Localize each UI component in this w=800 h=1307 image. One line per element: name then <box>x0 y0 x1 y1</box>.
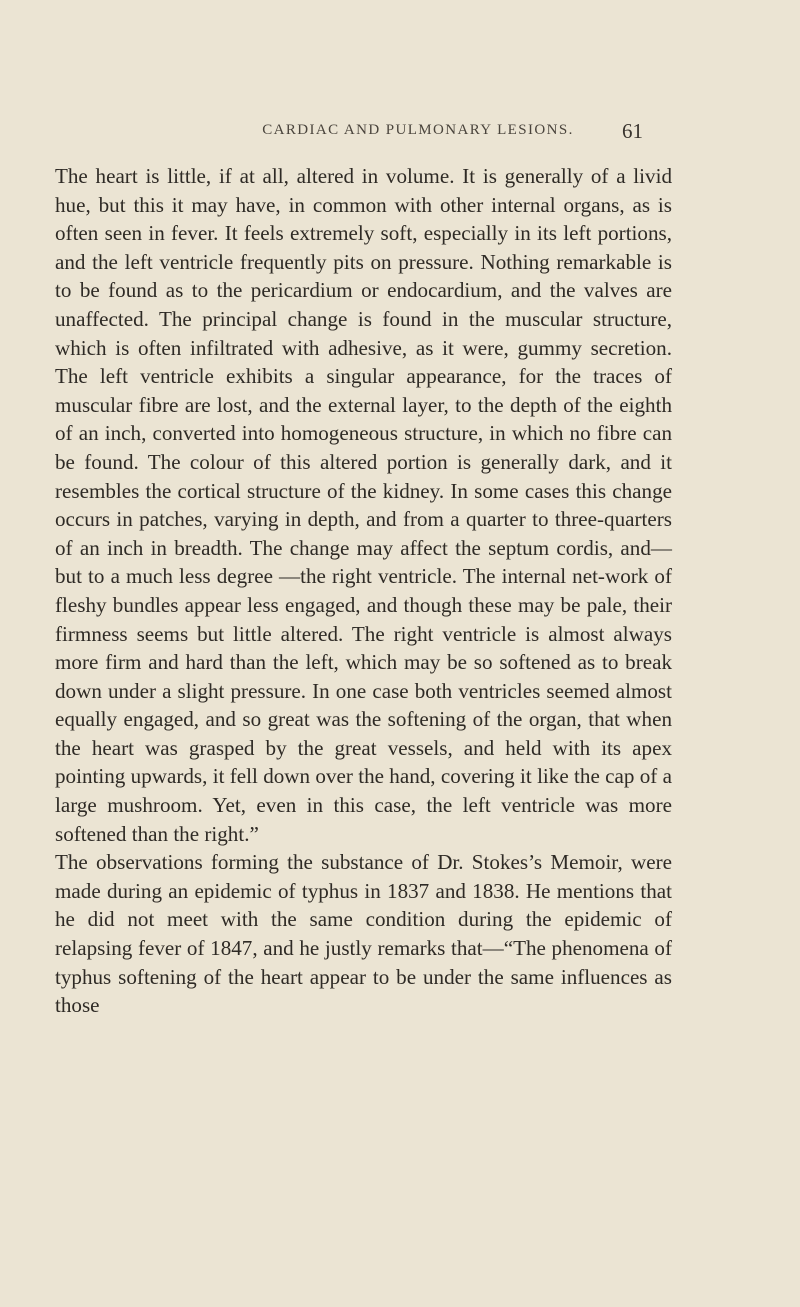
paragraph: The heart is little, if at all, altered in volume. It is generally of a livid hue, but this it may have, in common with other internal organs, as is often seen in fever. It feels extremely soft, especially in its left portions, and the left ventricle frequently pits on pressure. Nothing remarkable is to be found as to the pericardium or endocardium, and the valves are unaffected. The principal change is found in the muscular structure, which is often infiltrated with adhesive, as it were, gummy secretion. The left ventricle exhibits a singular appearance, for the traces of muscular fibre are lost, and the external layer, to the depth of the eighth of an inch, converted into homogeneous structure, in which no fibre can be found. The colour of this altered portion is generally dark, and it resembles the cortical structure of the kidney. In some cases this change occurs in patches, varying in depth, and from a quarter to three-quarters of an inch in breadth. The change may affect the septum cordis, and—but to a much less degree —the right ventricle. The internal net-work of fleshy bundles appear less engaged, and though these may be pale, their firmness seems but little altered. The right ventricle is almost always more firm and hard than the left, which may be so softened as to break down under a slight pressure. In one case both ventricles seemed almost equally engaged, and so great was the softening of the organ, that when the heart was grasped by the great vessels, and held with its apex pointing upwards, it fell down over the hand, covering it like the cap of a large mushroom. Yet, even in this case, the left ventricle was more softened than the right.” <box>55 164 672 846</box>
page-header <box>0 119 800 150</box>
page-number: 61 <box>622 119 643 143</box>
running-head: CARDIAC AND PULMONARY LESIONS. <box>262 122 574 138</box>
body-text <box>55 162 672 1020</box>
paragraph: The observations forming the substance of Dr. Stokes’s Memoir, were made during an epidemic of typhus in 1837 and 1838. He mentions that he did not meet with the same condition during the epidemic of relapsing fever of 1847, and he justly remarks that—“The phenomena of typhus softening of the heart appear to be under the same influences as those <box>55 850 672 1018</box>
